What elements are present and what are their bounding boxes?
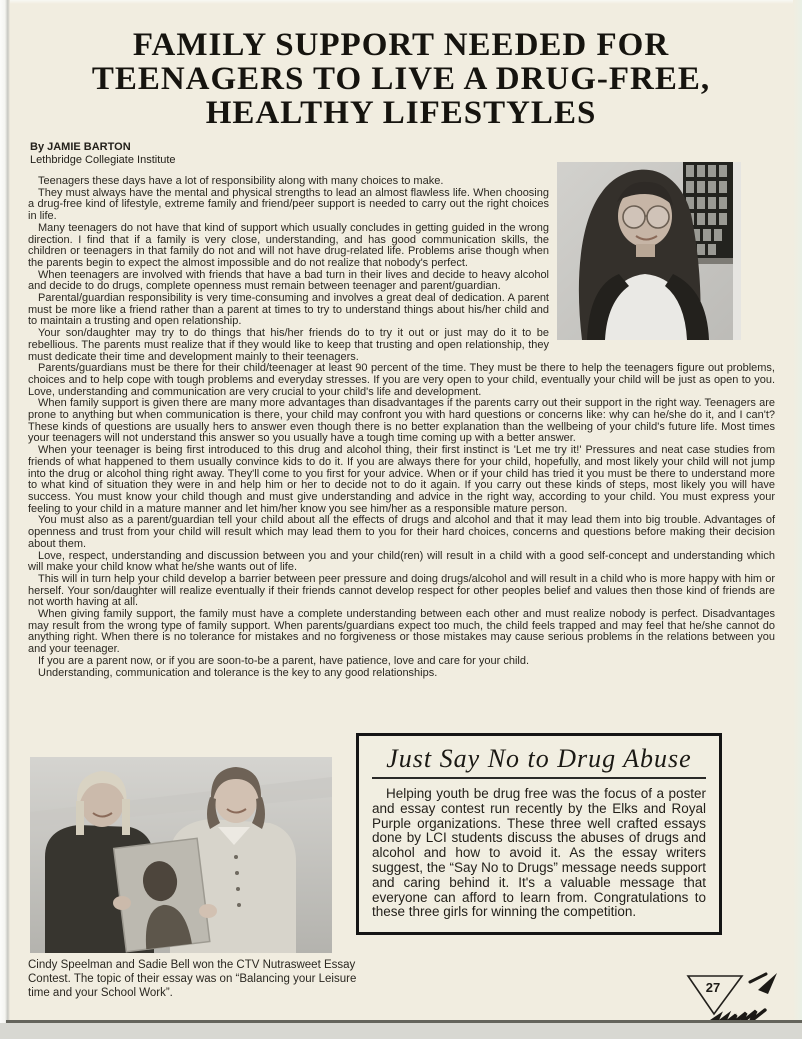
article-paragraph: Many teenagers do not have that kind of support which usually concludes in getting guided in the wrong direction. I find that if a family is very close, understanding, and has good communication skills, the children or teenagers in that family do not and will not have drug-related life. Problems arise though when the parents begin to expect the almost impossible and do not realize that nobody's perfect.: [28, 221, 549, 269]
page-title-line-2: TEENAGERS TO LIVE A DRUG-FREE,: [91, 61, 711, 97]
page-number-badge: [680, 968, 784, 1028]
article-paragraph: They must always have the mental and physical strengths to lead an almost flawless life. When choosing a drug-free kind of lifestyle, extreme family and friend/peer support is needed to carry out the right choices in life.: [28, 186, 549, 223]
page-title-line-1: FAMILY SUPPORT NEEDED FOR: [132, 27, 670, 63]
article-paragraph: When your teenager is being first introduced to this drug and alcohol thing, their first instinct is 'Let me try it!' Pressures and neat case studies from friends of what happened to them usually convince kids to do it. If you are always there for your child, hopefully, and most likely your child will not jump into the drug or alcohol thing right away. They'll come to you first for your advice. When or if your child has tried it you must be there to understand more to what kind of situation they were in and help him or her to decide not to do it again. If you carry out these kinds of steps, most likely you will have success. You must know your child though and must give understanding and advice in the right way, according to your child. You must express your feeling to your child in a mature manner and let him/her know you see him/her as a responsible mature person.: [28, 444, 775, 515]
sidebar-box-body: Helping youth be drug free was the focus of a poster and essay contest run recently by the Elks and Royal Purple organizations. These three well crafted essays done by LCI students discuss the abuses of drugs and alcohol and how to avoid it. As the essay writers suggest, the “Say No to Drugs” message needs support and caring behind it. It's a valuable message that everyone can afford to learn from. Congratulations to these three girls for winning the competition.: [372, 786, 706, 920]
sidebar-box-title: Just Say No to Drug Abuse: [386, 744, 692, 773]
article-paragraph: When teenagers are involved with friends that have a bad turn in their lives and decide to heavy alcohol and decide to do drugs, complete openness must remain between teenager and parent/guardian.: [28, 268, 549, 293]
article-paragraph: If you are a parent now, or if you are soon-to-be a parent, have patience, love and care for your child.: [38, 654, 530, 667]
portrait-photo: [557, 162, 741, 340]
photo-caption: Cindy Speelman and Sadie Bell won the CTV Nutrasweet Essay Contest. The topic of their essay was on “Balancing your Leisure time and your School Work”.: [28, 959, 357, 999]
contest-photo: [30, 757, 332, 953]
article-paragraph: When giving family support, the family must have a complete understanding between each other and must realize nobody is perfect. Disadvantages may result from the wrong type of family support. When parents/guardians expect too much, the child feels trapped and may feel that he/she cannot do anything right. When there is no tolerance for mistakes and no forgiveness or those mistakes may cause serious problems in the relations between you and your teenager.: [28, 608, 775, 656]
article-paragraph: Love, respect, understanding and discussion between you and your child(ren) will result in a child with a good self-concept and understanding which will make your child know what he/she wants out of life.: [28, 549, 775, 574]
scan-edge-right: [793, 0, 802, 1025]
article-paragraph: You must also as a parent/guardian tell your child about all the effects of drugs and alcohol and that it may lead them into big trouble. Advantages of openness and trust from your child will result which may lead them to you for their hard choices, concerns and questions before making their decision about them.: [28, 514, 775, 550]
article-paragraph: When family support is given there are many more advantages than disadvantages if the parents carry out their support in the right way. Teenagers are prone to anything but when communication is there, your child may confront you with hard questions or concerns like: why can he/she do it, and I can't? These kinds of questions are usually hers to answer even though there is no better explanation than the wellbeing of your child's future life. Most times your teenagers will not understand this answer so you usually have a tough time coming up with a better answer.: [28, 397, 775, 445]
scan-edge-left: [0, 0, 10, 1025]
article-paragraph: This will in turn help your child develop a barrier between peer pressure and doing drugs/alcohol and will result in a child who is more happy with him or herself. Your son/daughter will realize eventually if their friends cannot develop respect for other peoples belief and values then those kind of friends are not worth having at all.: [28, 572, 775, 609]
page-title: [40, 28, 762, 130]
page-number: 27: [705, 980, 721, 995]
article-paragraph: Parental/guardian responsibility is very time-consuming and involves a great deal of dedication. A parent must be more like a friend rather than a parent at times to try to understand things about his/her child and to maintain a trusting and open relationship.: [28, 292, 549, 328]
byline-affiliation: Lethbridge Collegiate Institute: [30, 153, 176, 166]
page-title-line-3: HEALTHY LIFESTYLES: [205, 95, 597, 131]
sidebar-box-rule: [372, 777, 706, 779]
contest-photo-graphic: [30, 757, 332, 953]
byline-author: By JAMIE BARTON: [30, 141, 131, 153]
article-paragraph: Understanding, communication and tolerance is the key to any good relationships.: [38, 666, 438, 679]
article-body: [28, 176, 775, 679]
portrait-photo-graphic: [557, 162, 741, 340]
byline: [30, 141, 176, 166]
portrait-photo-wrap: [557, 162, 775, 340]
sidebar-box: [356, 733, 722, 935]
scan-edge-top: [0, 0, 802, 4]
article-paragraph: Parents/guardians must be there for their child/teenager at least 90 percent of the time. They must be there to help the teenagers figure out problems, choices and to help cope with tough problems and everyday stresses. If you are very open to your child, eventually your child will be just as open to you. Love, understanding and communication are very crucial to your child's life and development.: [28, 362, 775, 398]
article-paragraph: Your son/daughter may try to do things that his/her friends do to try it out or just may do it to be rebellious. The parents must realize that if they would like to keep that trusting and open relationship, they must dedicate their time and development mainly to their teenagers.: [28, 327, 549, 363]
scanner-background: [0, 1023, 802, 1039]
article-paragraph: Teenagers these days have a lot of responsibility along with many choices to make.: [38, 175, 444, 187]
